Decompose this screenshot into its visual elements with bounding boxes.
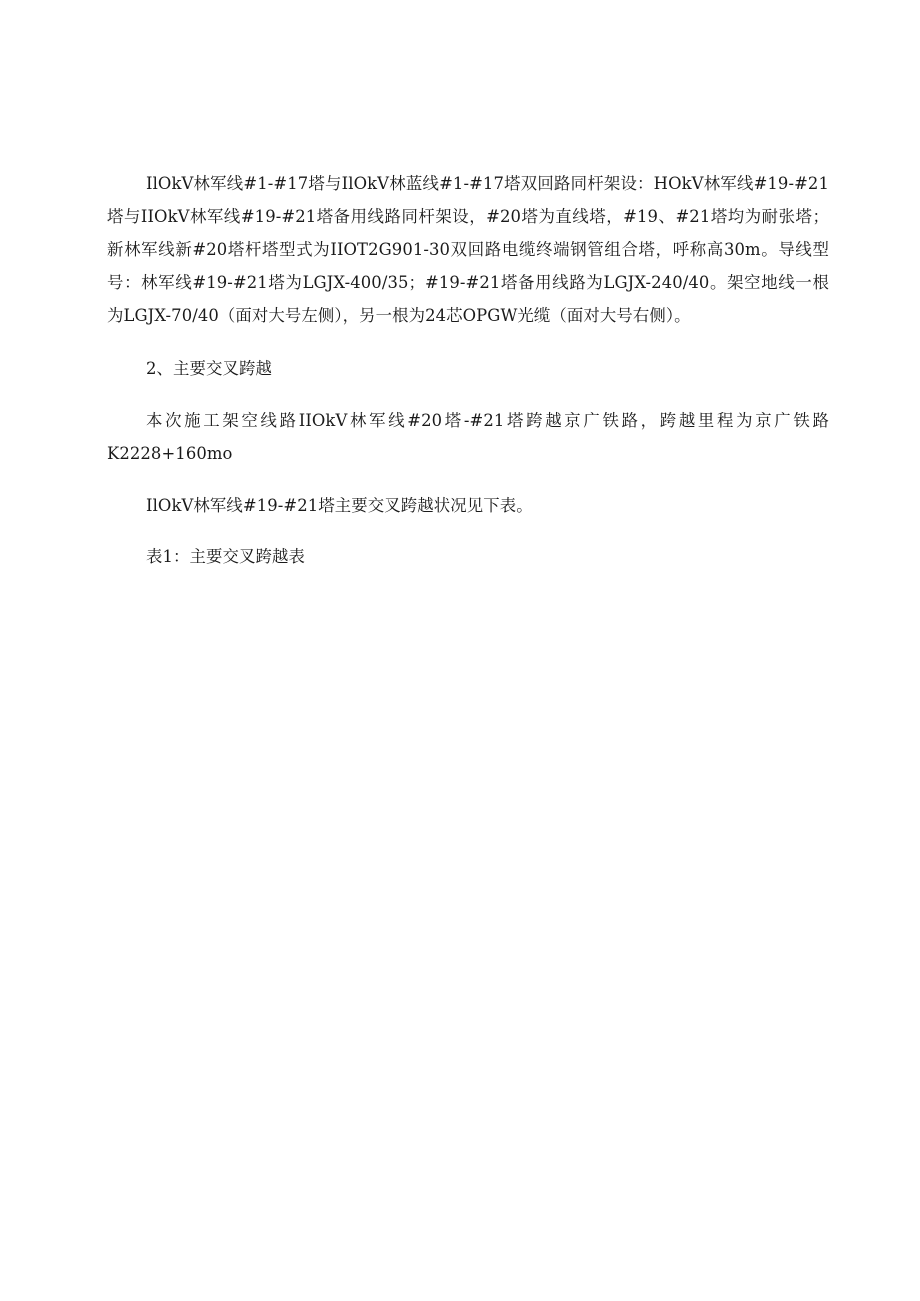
- body-paragraph-railway-crossing: 本次施工架空线路IIOkV林军线#20塔-#21塔跨越京广铁路，跨越里程为京广铁路K2228+160mo: [107, 411, 829, 463]
- section-heading-crossings: 2、主要交叉跨越: [146, 359, 272, 378]
- table-caption: 表1：主要交叉跨越表: [146, 547, 305, 566]
- body-paragraph-line-description: IlOkV林军线#1-#17塔与IlOkV林蓝线#1-#17塔双回路同杆架设：HOkV林军线#19-#21塔与IIOkV林军线#19-#21塔备用线路同杆架设，#20塔为直线塔，#19、#21塔均为耐张塔；新林军线新#20塔杆塔型式为IIOT2G901-30双回路电缆终端钢管组合塔，呼称高30m。导线型号：林军线#19-#21塔为LGJX-400/35；#19-#21塔备用线路为LGJX-240/40。架空地线一根为LGJX-70/40（面对大号左侧），另一根为24芯OPGW光缆（面对大号右侧）。: [107, 174, 829, 325]
- body-paragraph-table-intro: IlOkV林军线#19-#21塔主要交叉跨越状况见下表。: [146, 496, 533, 515]
